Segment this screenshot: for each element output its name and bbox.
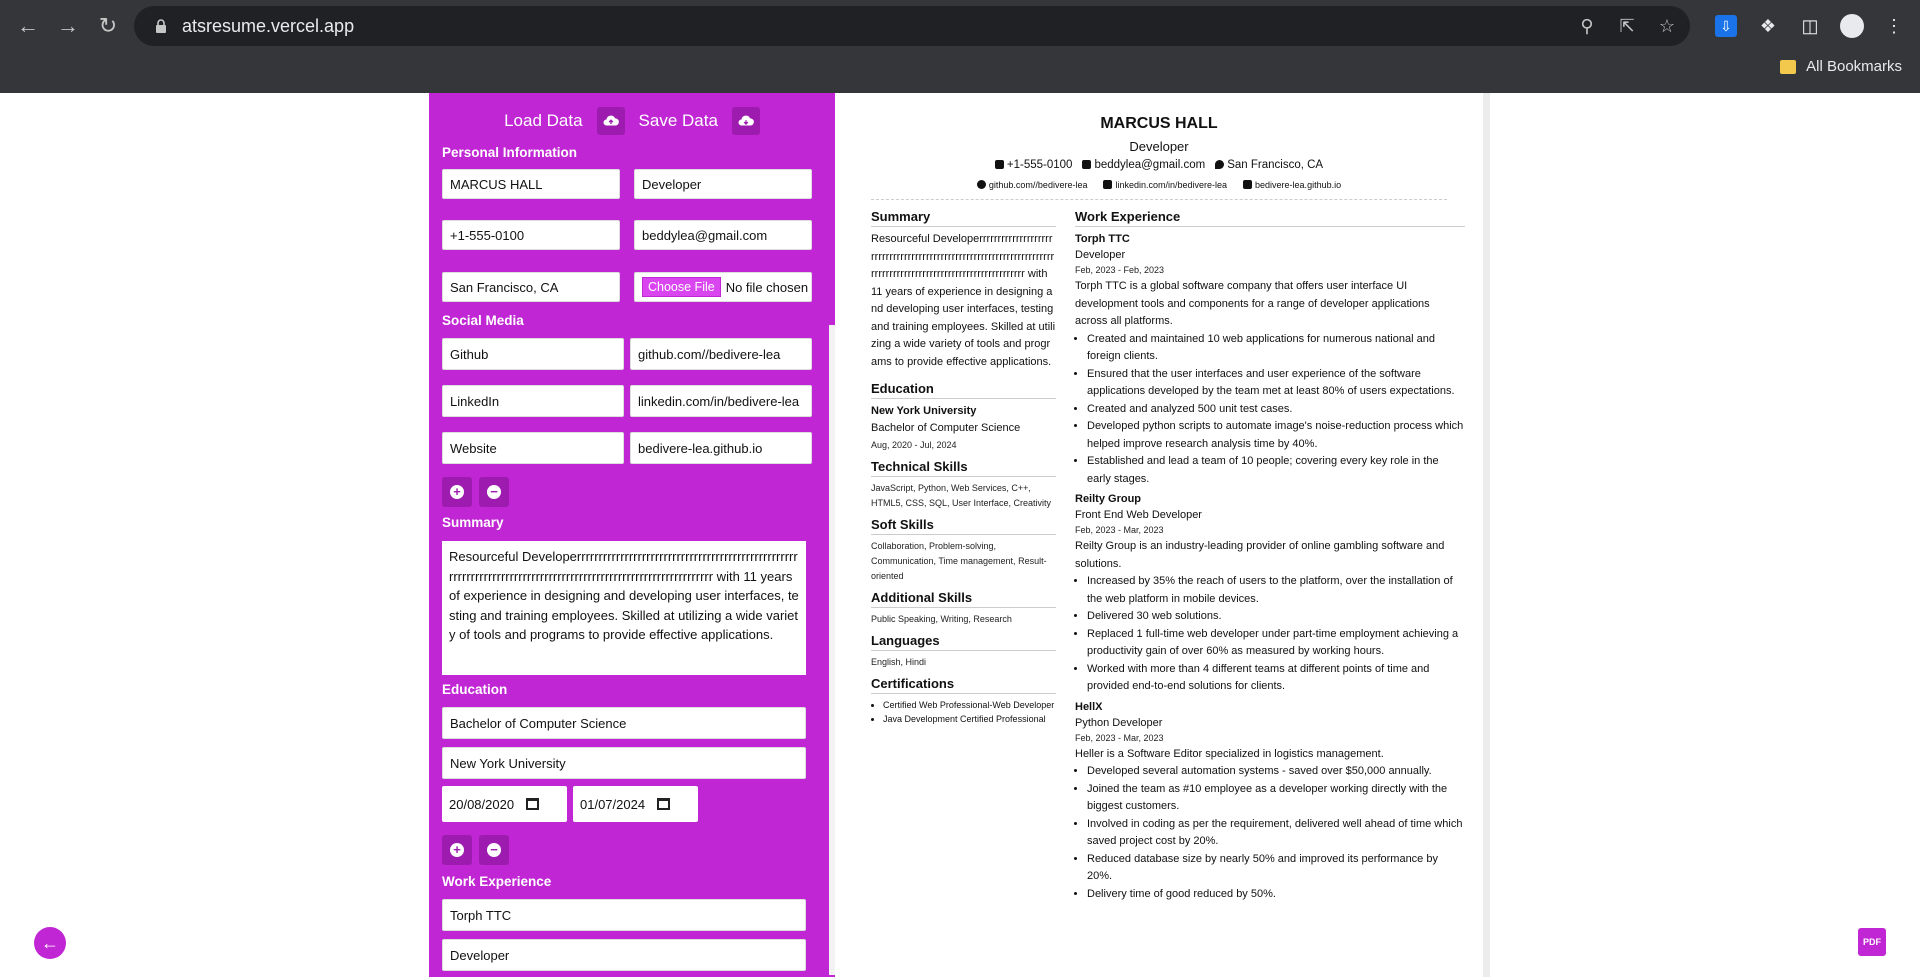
additional-skills-title: Additional Skills bbox=[871, 590, 1056, 608]
choose-file-button[interactable]: Choose File bbox=[642, 277, 721, 297]
calendar-icon[interactable] bbox=[657, 798, 670, 810]
job-description: Reilty Group is an industry-leading provider of online gambling software and solutions. bbox=[1075, 540, 1445, 570]
header-divider bbox=[871, 199, 1447, 200]
job-dates: Feb, 2023 - Feb, 2023 bbox=[1075, 265, 1165, 275]
calendar-icon[interactable] bbox=[526, 798, 539, 810]
phone-input[interactable]: +1-555-0100 bbox=[442, 220, 620, 250]
forward-arrow-icon[interactable]: → bbox=[57, 13, 79, 38]
all-bookmarks[interactable] bbox=[1780, 58, 1902, 75]
add-education-button[interactable] bbox=[442, 835, 472, 865]
soft-skills-title: Soft Skills bbox=[871, 517, 1056, 535]
job-achievements bbox=[1075, 763, 1465, 903]
job-company: Reilty Group bbox=[1075, 493, 1142, 505]
website-link[interactable] bbox=[1243, 180, 1341, 190]
technical-skills-text: JavaScript, Python, Web Services, C++, HTML5, CSS, SQL, User Interface, Creativity bbox=[871, 482, 1052, 508]
address-bar[interactable] bbox=[134, 6, 1690, 46]
all-bookmarks-label: All Bookmarks bbox=[1806, 58, 1902, 75]
location-icon bbox=[1215, 160, 1224, 169]
social-platform-input[interactable]: Github bbox=[442, 338, 624, 370]
list-item: • Created and analyzed 500 unit test cases. bbox=[1087, 401, 1465, 419]
social-platform-input[interactable]: LinkedIn bbox=[442, 385, 624, 417]
list-item: • Delivery time of good reduced by 50%. bbox=[1087, 886, 1465, 904]
job-dates: Feb, 2023 - Mar, 2023 bbox=[1075, 525, 1164, 535]
job-position: Developer bbox=[1075, 249, 1126, 261]
phone-contact[interactable] bbox=[995, 159, 1073, 171]
summary-section-title: Summary bbox=[871, 209, 1056, 227]
email-icon bbox=[1082, 160, 1091, 169]
technical-skills-title: Technical Skills bbox=[871, 459, 1056, 477]
list-item: • Worked with more than 4 different teams at different points of time and provided end-to-end solutions for clients. bbox=[1087, 661, 1465, 696]
job-position-input[interactable]: Developer bbox=[442, 939, 806, 971]
degree-input[interactable]: Bachelor of Computer Science bbox=[442, 707, 806, 739]
address-text: San Francisco, CA bbox=[1227, 159, 1324, 171]
save-data-button[interactable] bbox=[732, 107, 760, 135]
company-input[interactable]: Torph TTC bbox=[442, 899, 806, 931]
summary-textarea[interactable]: Resourceful Developerrrrrrrrrrrrrrrrrrrrrrrrrrrrrrrrrrrrrrrrrrrrrrrrrrrrrrrrrrrrrrrrrrrrrrrrrrrrrrrrrrrrrrrrrrrrrrrrrrrrrrrrrrrrrrrr with 11 years of experience in designing and developing user interfaces, testing and training employees. Skilled at utilizing a wide variety of tools and programs to provide effective applications. bbox=[442, 541, 806, 675]
phone-text: +1-555-0100 bbox=[1006, 159, 1073, 171]
preview-scrollbar[interactable] bbox=[1483, 93, 1490, 977]
data-actions bbox=[429, 93, 835, 135]
star-icon[interactable]: ☆ bbox=[1658, 15, 1676, 36]
list-item: • Created and maintained 10 web applications for numerous national and foreign clients. bbox=[1087, 331, 1465, 366]
job-company: HellX bbox=[1075, 700, 1103, 713]
certifications-list bbox=[871, 698, 1056, 727]
remove-education-button[interactable] bbox=[479, 835, 509, 865]
name-input[interactable]: MARCUS HALL bbox=[442, 169, 620, 199]
end-date-value: 01/07/2024 bbox=[580, 796, 646, 812]
work-experience-heading: Work Experience bbox=[442, 874, 552, 889]
social-links-row bbox=[835, 180, 1483, 190]
folder-icon bbox=[1780, 60, 1796, 74]
list-item: • Replaced 1 full-time web developer under part-time employment achieving a productivity gain of over 60% as measured by working hours. bbox=[1087, 626, 1465, 661]
education-heading: Education bbox=[442, 682, 508, 697]
school-name: New York University bbox=[871, 405, 977, 417]
menu-kebab-icon[interactable]: ⋮ bbox=[1885, 15, 1903, 36]
soft-skills-text: Collaboration, Problem-solving, Communication, Time management, Result-oriented bbox=[871, 540, 1047, 581]
job-description: Torph TTC is a global software company that offers user interface UI development tools and components for a range of developer applications across all platforms. bbox=[1075, 280, 1430, 327]
social-media-heading: Social Media bbox=[442, 313, 524, 328]
additional-skills-text: Public Speaking, Writing, Research bbox=[871, 613, 1012, 624]
list-item: • Reduced database size by nearly 50% and improved its performance by 20%. bbox=[1087, 851, 1465, 886]
education-section-title: Education bbox=[871, 381, 1056, 399]
minus-icon: − bbox=[487, 843, 501, 857]
social-url-input[interactable]: linkedin.com/in/bedivere-lea bbox=[630, 385, 812, 417]
personal-info-heading: Personal Information bbox=[442, 145, 578, 160]
back-button[interactable] bbox=[34, 927, 66, 959]
plus-icon: + bbox=[450, 485, 464, 499]
job-position: Python Developer bbox=[1075, 716, 1163, 729]
education-add-remove bbox=[442, 835, 509, 865]
plus-icon: + bbox=[450, 843, 464, 857]
download-extension-icon[interactable]: ⇩ bbox=[1715, 15, 1737, 37]
linkedin-text: linkedin.com/in/bedivere-lea bbox=[1115, 180, 1228, 190]
list-item: • Delivered 30 web solutions. bbox=[1087, 608, 1465, 626]
languages-title: Languages bbox=[871, 633, 1056, 651]
list-item: • Ensured that the user interfaces and user experience of the software applications developed by the team met at least 80% of users expectations. bbox=[1087, 366, 1465, 401]
social-add-remove bbox=[442, 477, 509, 507]
list-item: • Involved in coding as per the requirement, delivered well ahead of time which saved project cost by 20%. bbox=[1087, 816, 1465, 851]
save-data-label: Save Data bbox=[638, 111, 718, 130]
side-panel-icon[interactable]: ◫ bbox=[1801, 15, 1819, 36]
job-achievements bbox=[1075, 331, 1465, 489]
job-description: Heller is a Software Editor specialized in logistics management. bbox=[1075, 747, 1384, 760]
list-item: • Established and lead a team of 10 people; covering every key role in the early stages. bbox=[1087, 453, 1465, 488]
phone-icon bbox=[995, 160, 1004, 169]
remove-social-button[interactable] bbox=[479, 477, 509, 507]
resume-position: Developer bbox=[1129, 139, 1189, 154]
extension-bar bbox=[1710, 10, 1910, 42]
share-icon[interactable]: ⇱ bbox=[1619, 15, 1635, 36]
list-item: • Joined the team as #10 employee as a developer working directly with the biggest customers. bbox=[1087, 781, 1465, 816]
resume-name: MARCUS HALL bbox=[1100, 115, 1218, 132]
load-data-label: Load Data bbox=[504, 111, 583, 130]
profile-avatar-icon[interactable] bbox=[1836, 10, 1868, 42]
contact-row bbox=[835, 159, 1483, 171]
job-company: Torph TTC bbox=[1075, 233, 1130, 245]
zoom-icon[interactable]: ⚲ bbox=[1580, 15, 1594, 36]
school-input[interactable]: New York University bbox=[442, 747, 806, 779]
reload-icon[interactable]: ↻ bbox=[98, 13, 118, 38]
list-item: • Developed python scripts to automate image's noise-reduction process which helped improve research analysis time by 40%. bbox=[1087, 418, 1465, 453]
start-date-value: 20/08/2020 bbox=[449, 796, 515, 812]
minus-icon: − bbox=[487, 485, 501, 499]
job-dates: Feb, 2023 - Mar, 2023 bbox=[1075, 732, 1164, 743]
address-bar-actions bbox=[1574, 6, 1680, 46]
summary-heading: Summary bbox=[442, 515, 504, 530]
linkedin-icon bbox=[1103, 180, 1112, 189]
certifications-title: Certifications bbox=[871, 676, 1056, 694]
list-item: • Certified Web Professional-Web Developer bbox=[883, 698, 1056, 713]
linkedin-link[interactable] bbox=[1103, 180, 1227, 190]
address-contact bbox=[1215, 159, 1323, 171]
email-input[interactable]: beddylea@gmail.com bbox=[634, 220, 812, 250]
download-pdf-button[interactable] bbox=[1858, 928, 1886, 956]
email-contact[interactable] bbox=[1082, 159, 1205, 171]
degree-name: Bachelor of Computer Science bbox=[871, 422, 1021, 434]
url-text[interactable]: atsresume.vercel.app bbox=[182, 15, 355, 36]
resume-editor-form bbox=[429, 93, 835, 977]
github-icon bbox=[977, 180, 986, 189]
pdf-icon: PDF bbox=[1863, 937, 1881, 947]
summary-text: Resourceful Developerrrrrrrrrrrrrrrrrrrrrrrrrrrrrrrrrrrrrrrrrrrrrrrrrrrrrrrrrrrrrrrrrrrrrrrrrrrrrrrrrrrrrrrrrrrrrrrrrrrrrrrrrrrrrrrr with 11 years of experience in designing and developing user interfaces, testing and training employees. Skilled at utilizing a wide variety of tools and programs to provide effective applications. bbox=[871, 233, 1056, 368]
resume-right-column bbox=[1075, 209, 1465, 903]
back-arrow-icon[interactable]: ← bbox=[17, 13, 39, 38]
job-achievements bbox=[1075, 573, 1465, 696]
arrow-left-icon: ← bbox=[41, 932, 59, 953]
list-item: • Developed several automation systems - saved over $50,000 annually. bbox=[1087, 763, 1465, 781]
github-text: github.com//bedivere-lea bbox=[988, 180, 1088, 190]
work-experience-section-title: Work Experience bbox=[1075, 209, 1465, 227]
load-data-button[interactable] bbox=[597, 107, 625, 135]
education-dates: Aug, 2020 - Jul, 2024 bbox=[871, 439, 957, 450]
list-item: • Increased by 35% the reach of users to the platform, over the installation of the web platform in mobile devices. bbox=[1087, 573, 1465, 608]
email-text: beddylea@gmail.com bbox=[1094, 159, 1206, 171]
website-text: bedivere-lea.github.io bbox=[1255, 180, 1342, 190]
end-date-input[interactable] bbox=[573, 786, 698, 822]
resume-left-column bbox=[871, 209, 1056, 727]
start-date-input[interactable] bbox=[442, 786, 567, 822]
social-url-input[interactable]: github.com//bedivere-lea bbox=[630, 338, 812, 370]
cloud-download-icon bbox=[737, 112, 755, 130]
github-link[interactable] bbox=[977, 180, 1088, 190]
lock-icon[interactable] bbox=[152, 17, 170, 35]
address-input[interactable]: San Francisco, CA bbox=[442, 272, 620, 302]
languages-text: English, Hindi bbox=[871, 656, 927, 667]
add-social-button[interactable] bbox=[442, 477, 472, 507]
profile-picture-file-input[interactable] bbox=[634, 272, 812, 302]
puzzle-icon[interactable]: ❖ bbox=[1759, 15, 1777, 36]
position-input[interactable]: Developer bbox=[634, 169, 812, 199]
resume-preview bbox=[835, 93, 1483, 977]
social-platform-input[interactable]: Website bbox=[442, 432, 624, 464]
social-url-input[interactable]: bedivere-lea.github.io bbox=[630, 432, 812, 464]
website-icon bbox=[1243, 180, 1252, 189]
cloud-upload-icon bbox=[602, 112, 620, 130]
browser-chrome bbox=[0, 0, 1920, 93]
job-position: Front End Web Developer bbox=[1075, 509, 1202, 521]
file-status-text: No file chosen bbox=[725, 279, 809, 295]
list-item: • Java Development Certified Professional bbox=[883, 712, 1056, 727]
